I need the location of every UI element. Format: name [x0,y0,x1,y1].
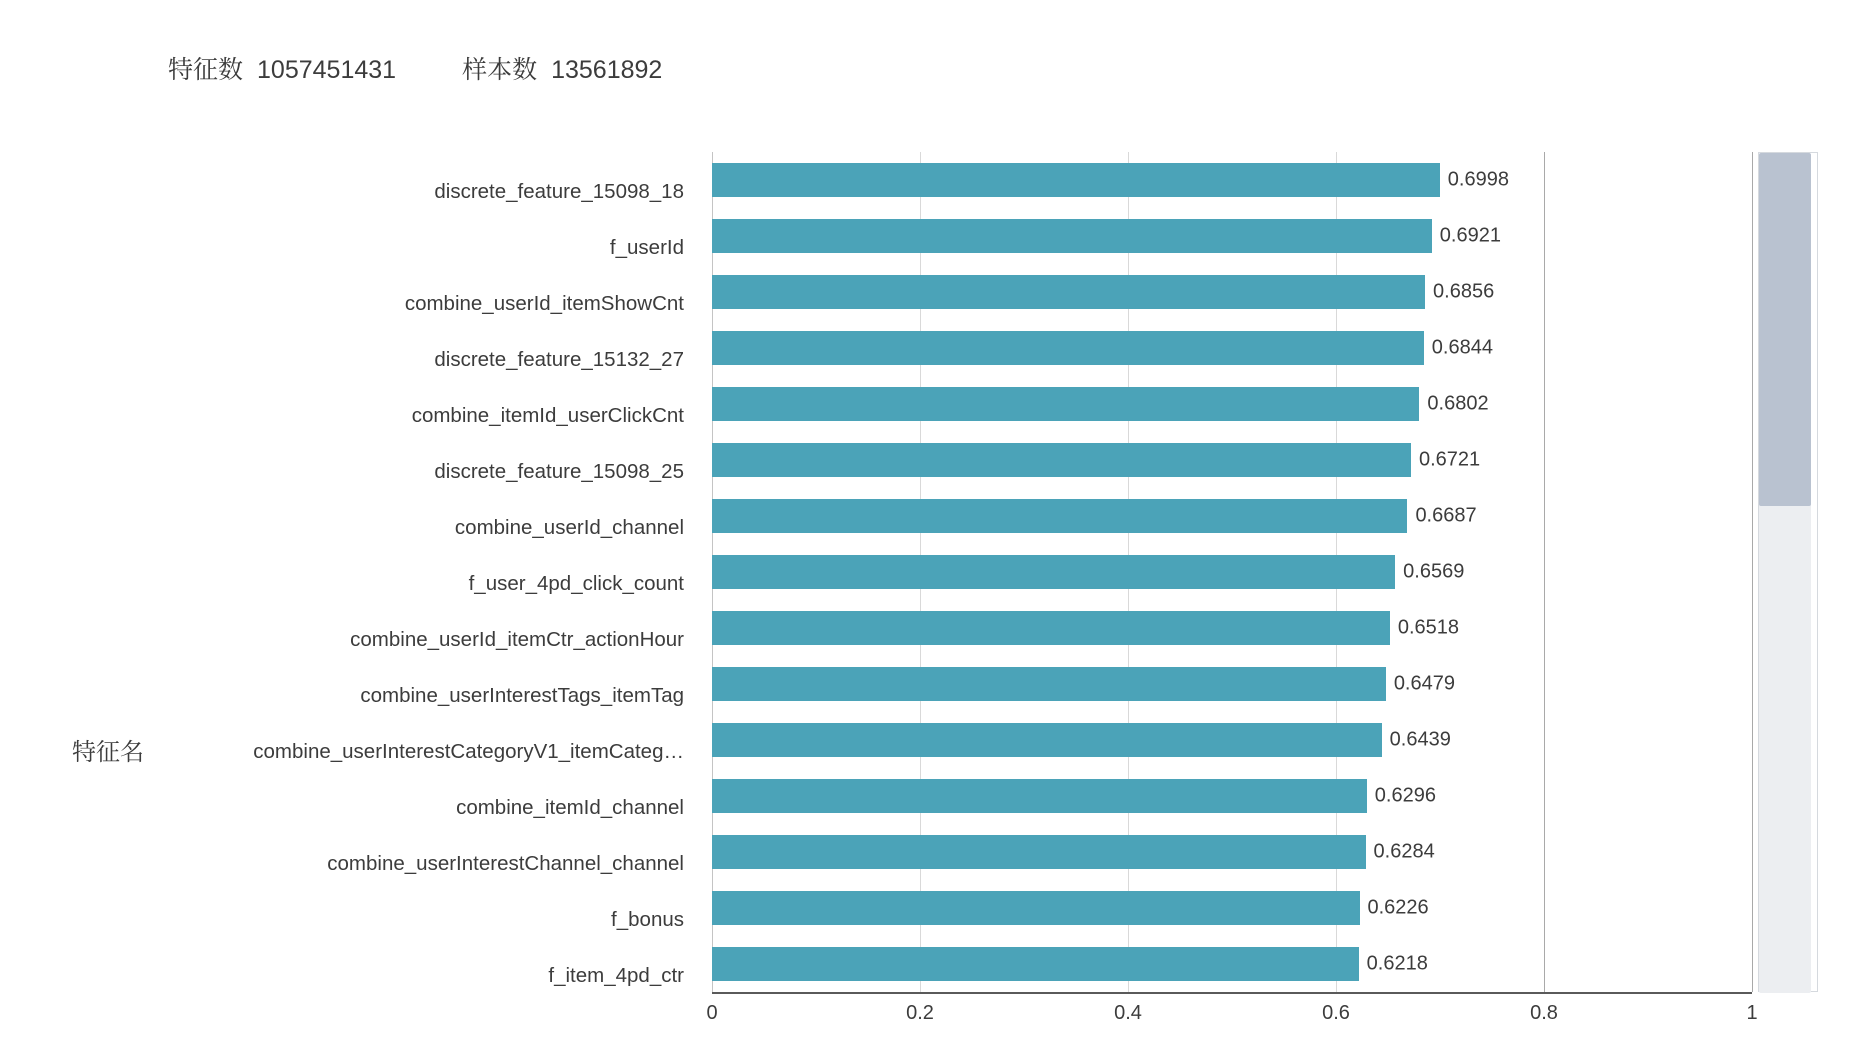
vertical-scrollbar[interactable] [1758,152,1818,992]
plot-area [706,152,1758,1024]
category-label: combine_itemId_channel [456,796,684,819]
bar-value-label: 0.6802 [1427,392,1489,415]
gridline [1544,152,1545,992]
category-label: f_userId [609,236,684,259]
bar[interactable] [712,611,1390,645]
bar[interactable] [712,779,1367,813]
category-label: f_item_4pd_ctr [548,964,684,987]
summary-stats [168,50,662,86]
category-label: combine_itemId_userClickCnt [411,404,684,427]
bar-value-label: 0.6439 [1389,728,1451,751]
scrollbar-thumb[interactable] [1759,153,1811,506]
bar-value-label: 0.6921 [1439,224,1501,247]
y-axis-title: 特征名 [72,739,144,766]
bar-value-label: 0.6218 [1366,952,1428,975]
sample-count-value: 13561892 [551,56,663,84]
sample-count-label: 样本数 [462,56,538,84]
x-tick-label: 0 [706,1002,718,1024]
gridline [1752,152,1753,992]
bar[interactable] [712,163,1440,197]
bar[interactable] [712,387,1419,421]
bar-value-label: 0.6569 [1403,560,1465,583]
feature-count-label: 特征数 [168,56,244,84]
bar-value-label: 0.6518 [1397,616,1460,639]
category-label: combine_userId_channel [454,516,684,539]
bar[interactable] [712,667,1386,701]
bar-value-label: 0.6844 [1431,336,1493,359]
bar-value-label: 0.6998 [1447,168,1509,191]
bar[interactable] [712,723,1382,757]
bar-value-label: 0.6856 [1433,280,1495,303]
bar[interactable] [712,499,1407,533]
feature-importance-bar-chart [0,140,1874,1040]
bar-value-label: 0.6687 [1415,504,1477,527]
feature-count-value: 1057451431 [257,56,397,84]
category-label: discrete_feature_15132_27 [434,348,684,371]
x-axis-line [712,992,1752,994]
category-label: combine_userInterestCategoryV1_itemCateg… [253,740,684,763]
category-label: combine_userId_itemCtr_actionHour [350,628,684,651]
bar[interactable] [712,443,1411,477]
bar[interactable] [712,835,1366,869]
category-label: combine_userId_itemShowCnt [404,292,684,315]
category-label: f_bonus [611,908,684,931]
bar[interactable] [712,331,1424,365]
bar-value-label: 0.6479 [1393,672,1455,695]
category-label: discrete_feature_15098_25 [434,460,684,483]
bar[interactable] [712,275,1425,309]
bar-value-label: 0.6721 [1418,448,1481,471]
x-tick-label: 0.2 [906,1002,934,1024]
category-label: discrete_feature_15098_18 [434,180,684,203]
category-label: combine_userInterestChannel_channel [327,852,684,875]
bar[interactable] [712,891,1360,925]
bar[interactable] [712,947,1359,981]
bar[interactable] [712,555,1395,589]
bar-value-label: 0.6226 [1367,896,1429,919]
bar-value-label: 0.6284 [1373,840,1435,863]
bar[interactable] [712,219,1432,253]
x-tick-label: 0.6 [1322,1002,1350,1024]
x-tick-label: 1 [1746,1002,1758,1024]
x-tick-label: 0.8 [1530,1002,1558,1024]
x-tick-label: 0.4 [1114,1002,1142,1024]
category-label-column [150,152,696,992]
category-label: combine_userInterestTags_itemTag [360,684,684,707]
category-label: f_user_4pd_click_count [468,572,684,595]
bar-value-label: 0.6296 [1374,784,1436,807]
